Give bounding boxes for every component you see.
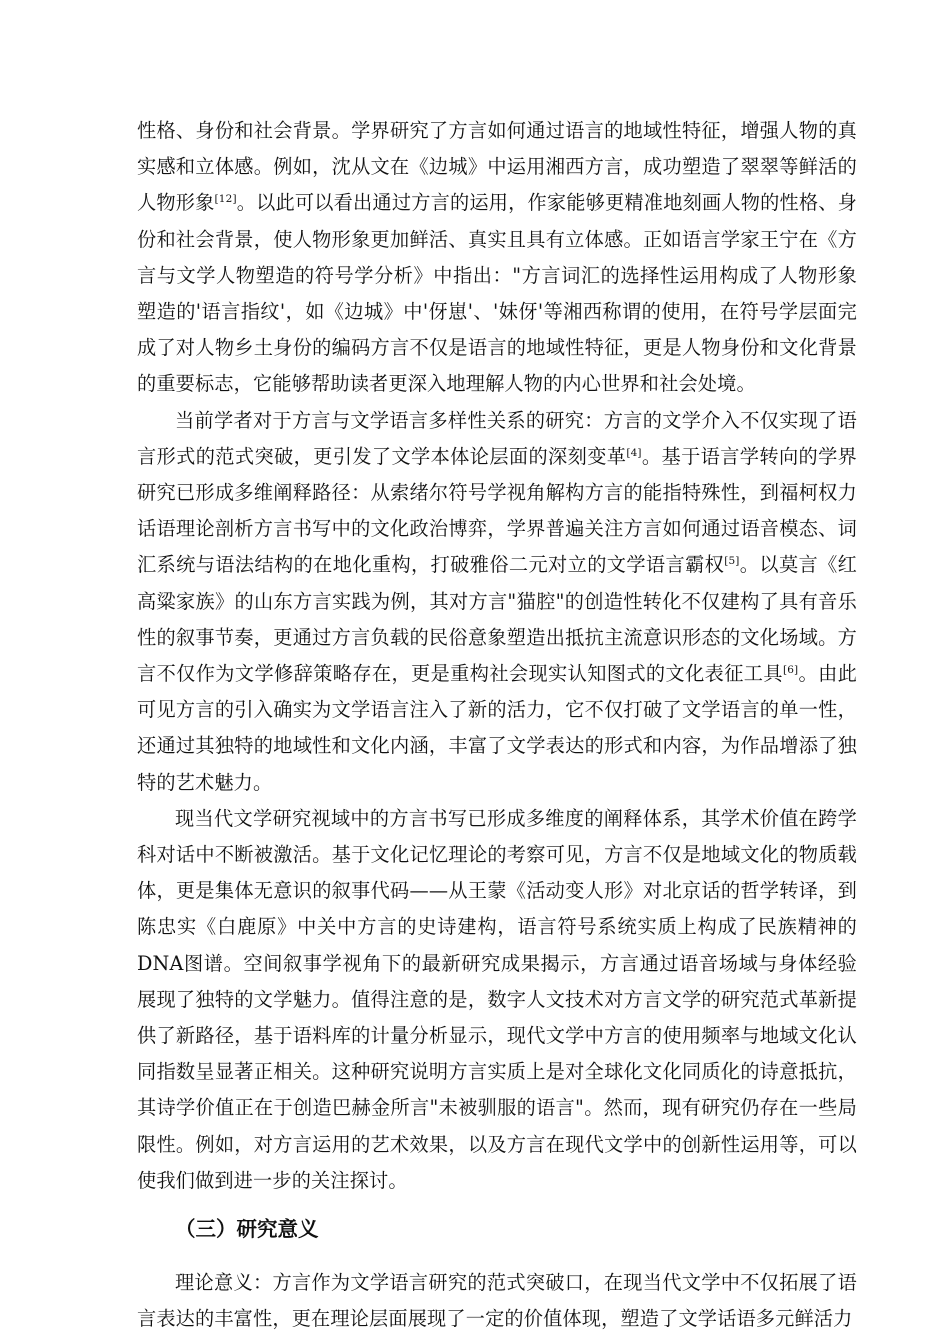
paragraph-1-text-b: 。以此可以看出通过方言的运用，作家能够更精准地刻画人物的性格、身份和社会背景，使人物形象更加鲜活、真实且具有立体感。正如语言学家王宁在《方言与文学人物塑造的符号学分析》中指出："方言词汇的选择性运用构成了人物形象塑造的'语言指纹'，如《边城》中'伢崽'、'妹伢'等湘西称谓的使用，在符号学层面完成了对人物乡土身份的编码方言不仅是语言的地域性特征，更是人物身份和文化背景的重要标志，它能够帮助读者更深入地理解人物的内心世界和社会处境。 xyxy=(137,191,857,396)
citation-4: [4] xyxy=(626,446,642,459)
section-heading: （三）研究意义 xyxy=(175,1217,319,1242)
paragraph-1 xyxy=(137,113,857,403)
paragraph-3 xyxy=(137,801,857,1199)
paragraph-2-text-b: 。基于语言学转向的学界研究已形成多维阐释路径：从索绪尔符号学视角解构方言的能指特殊性，到福柯权力话语理论剖析方言书写中的文化政治博弈，学界普遍关注方言如何通过语音模态、词汇系统与语法结构的在地化重构，打破雅俗二元对立的文学语言霸权 xyxy=(137,444,858,577)
paragraph-2 xyxy=(137,403,857,801)
paragraph-2-text-c: 。以莫言《红高粱家族》的山东方言实践为例，其对方言"猫腔"的创造性转化不仅建构了具有音乐性的叙事节奏，更通过方言负载的民俗意象塑造出抵抗主流意识形态的文化场域。方言不仅作为文学修辞策略存在，更是重构社会现实认知图式的文化表征工具 xyxy=(137,553,858,686)
citation-5: [5] xyxy=(724,555,740,568)
citation-12: [12] xyxy=(214,193,237,206)
paragraph-2-text-a: 当前学者对于方言与文学语言多样性关系的研究：方言的文学介入不仅实现了语言形式的范式突破，更引发了文学本体论层面的深刻变革 xyxy=(137,408,857,468)
paragraph-4 xyxy=(137,1265,857,1337)
body-text xyxy=(137,113,857,1338)
paragraph-1-text-a: 性格、身份和社会背景。学界研究了方言如何通过语言的地域性特征，增强人物的真实感和立体感。例如，沈从文在《边城》中运用湘西方言，成功塑造了翠翠等鲜活的人物形象 xyxy=(137,119,857,215)
paragraph-2-text-d: 。由此可见方言的引入确实为文学语言注入了新的活力，它不仅打破了文学语言的单一性，还通过其独特的地域性和文化内涵，丰富了文学表达的形式和内容，为作品增添了独特的艺术魅力。 xyxy=(137,662,858,794)
paragraph-4-text-a: 理论意义：方言作为文学语言研究的范式突破口，在现当代文学中不仅拓展了语言表达的丰富性，更在理论层面展现了一定的价值体现，塑造了文学话语多元鲜活力 xyxy=(137,1271,857,1331)
citation-6: [6] xyxy=(782,664,799,677)
paragraph-3-text-a: 现当代文学研究视域中的方言书写已形成多维度的阐释体系，其学术价值在跨学科对话中不断被激活。基于文化记忆理论的考察可见，方言不仅是地域文化的物质载体，更是集体无意识的叙事代码——从王蒙《活动变人形》对北京话的哲学转译，到陈忠实《白鹿原》中关中方言的史诗建构，语言符号系统实质上构成了民族精神的DNA图谱。空间叙事学视角下的最新研究成果揭示，方言通过语音场域与身体经验展现了独特的文学魅力。值得注意的是，数字人文技术对方言文学的研究范式革新提供了新路径，基于语料库的计量分析显示，现代文学中方言的使用频率与地域文化认同指数呈显著正相关。这种研究说明方言实质上是对全球化文化同质化的诗意抵抗，其诗学价值正在于创造巴赫金所言"未被驯服的语言"。然而，现有研究仍存在一些局限性。例如，对方言运用的艺术效果，以及方言在现代文学中的创新性运用等，可以使我们做到进一步的关注探讨。 xyxy=(137,806,857,1192)
